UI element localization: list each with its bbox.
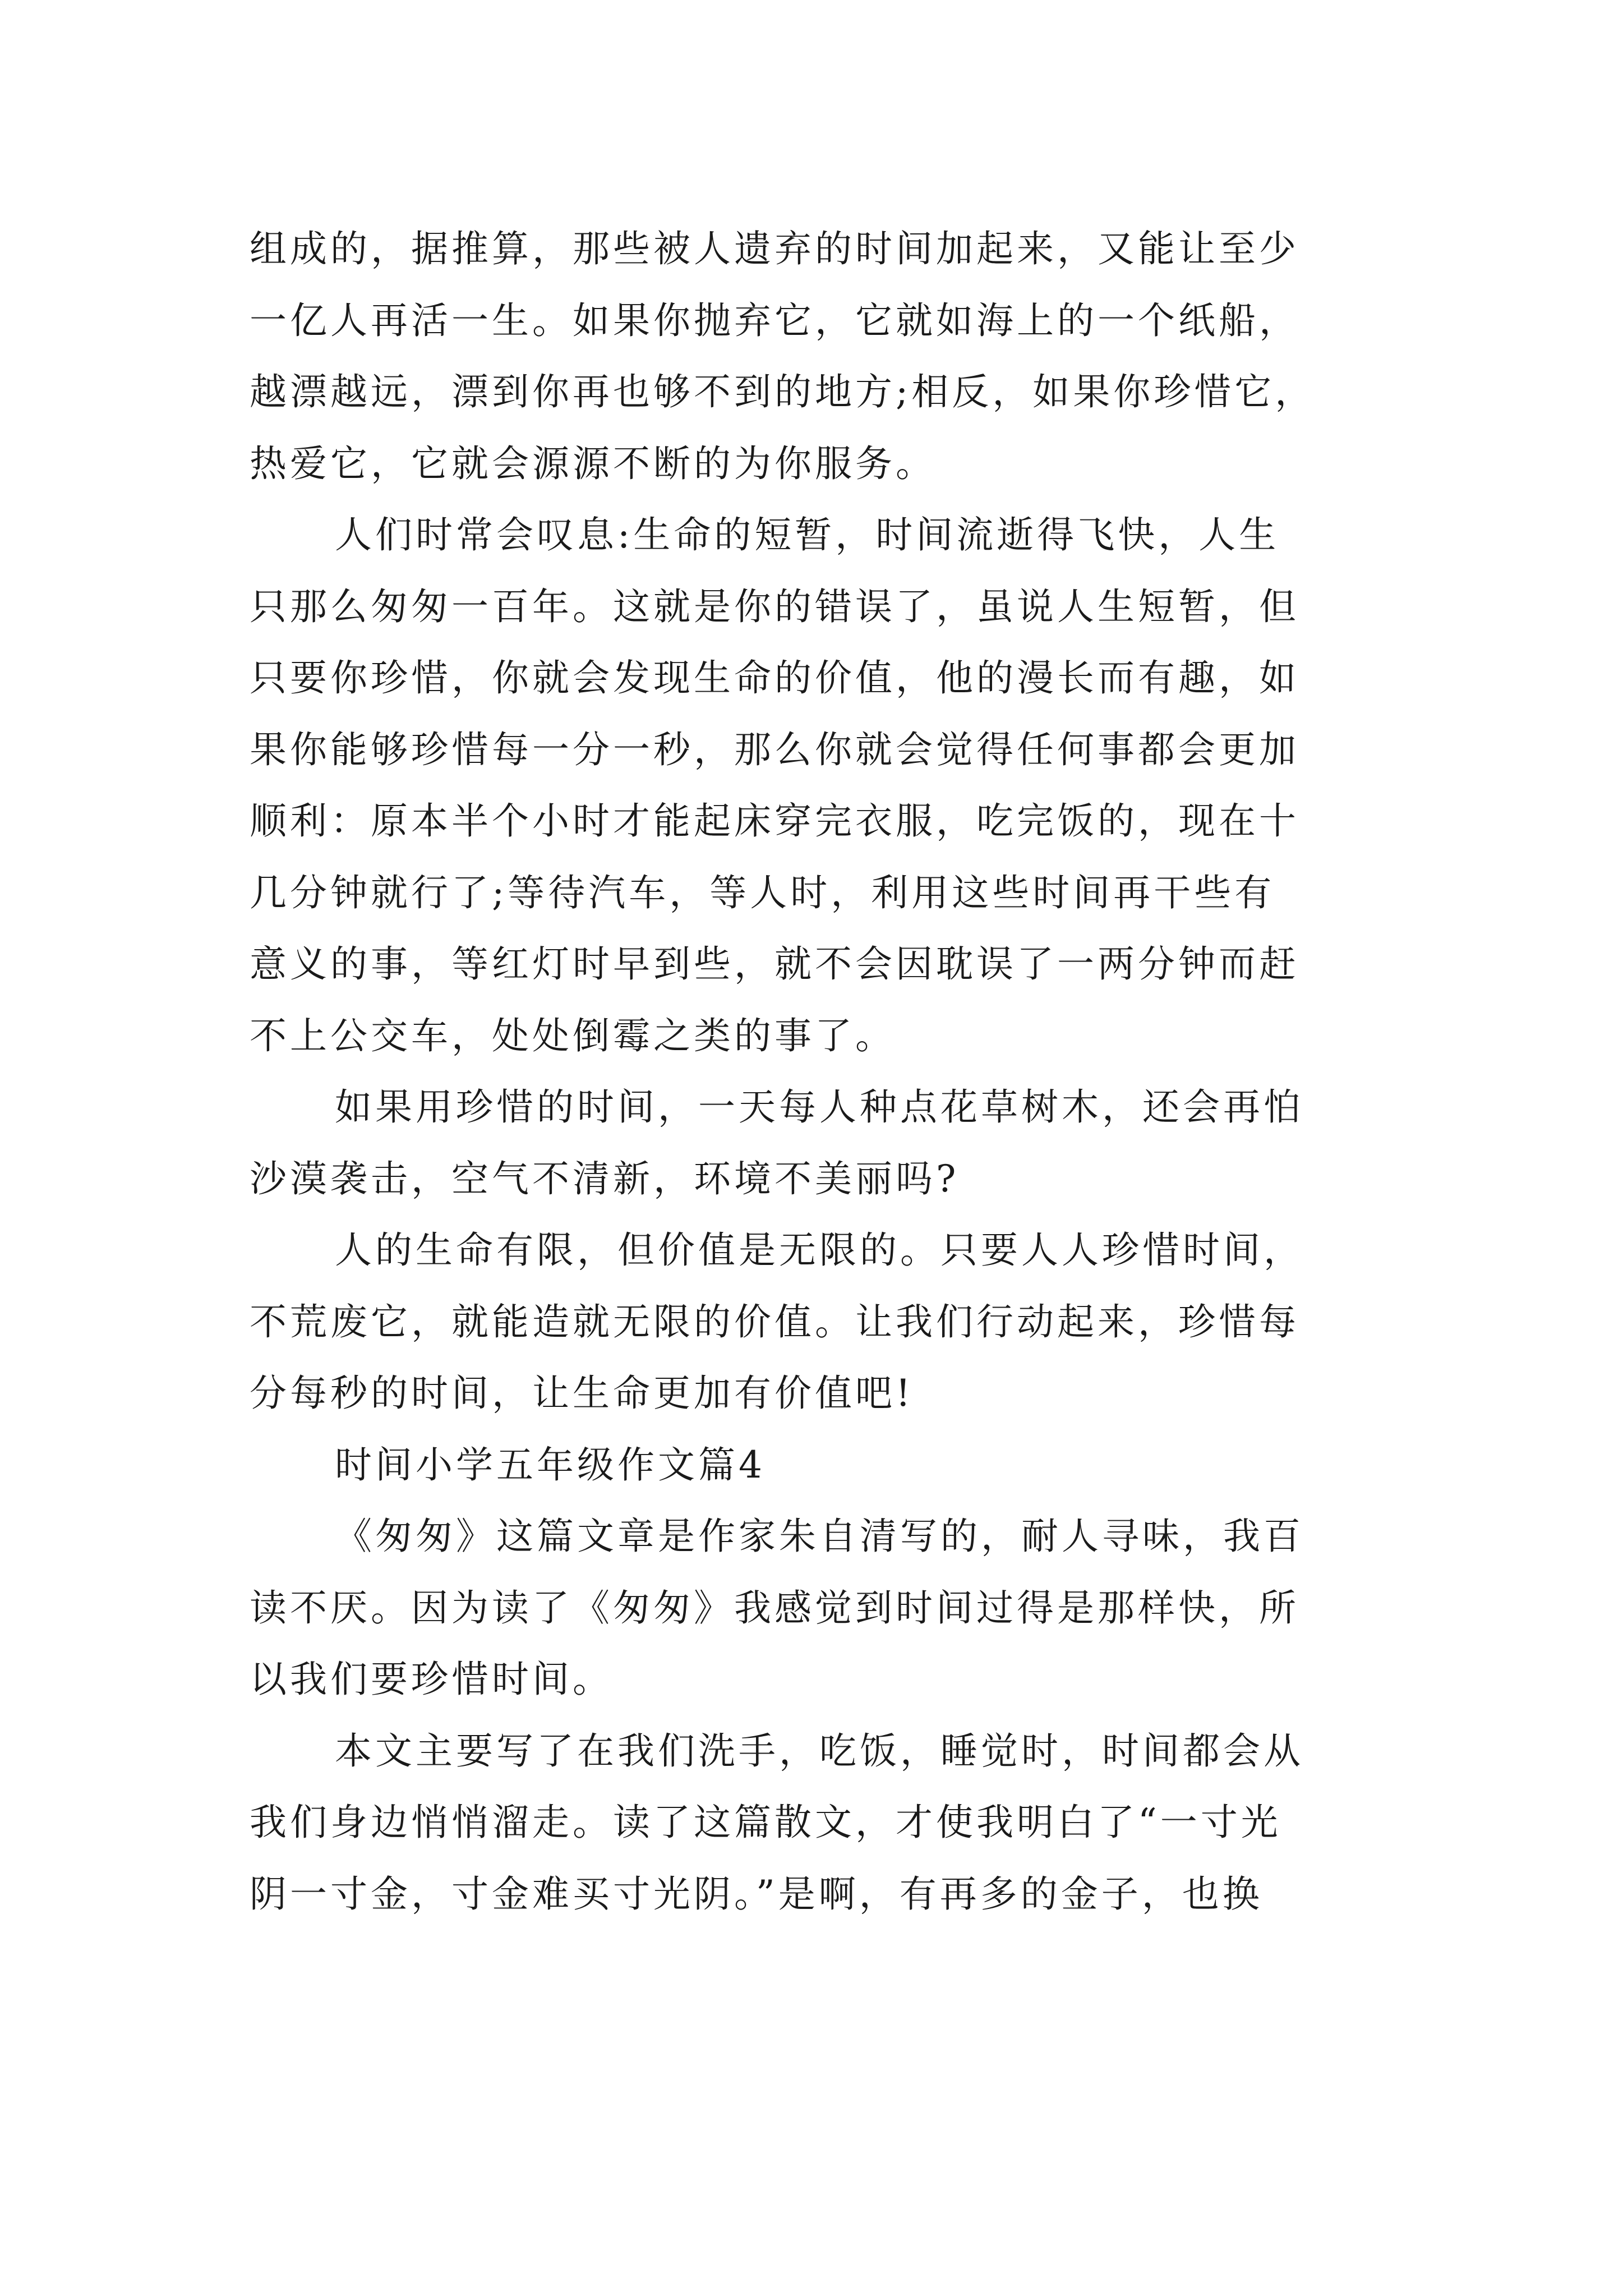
text-line: 果你能够珍惜每一分一秒，那么你就会觉得任何事都会更加	[250, 728, 1299, 771]
text-line: 意义的事，等红灯时早到些，就不会因耽误了一两分钟而赶	[250, 942, 1299, 986]
text-line: 不荒废它，就能造就无限的价值。让我们行动起来，珍惜每	[250, 1300, 1299, 1343]
text-line: 只那么匆匆一百年。这就是你的错误了，虽说人生短暂，但	[250, 585, 1299, 628]
text-line: 组成的，据推算，那些被人遗弃的时间加起来，又能让至少	[250, 227, 1299, 270]
text-line: 几分钟就行了;等待汽车，等人时，利用这些时间再干些有	[250, 871, 1275, 914]
text-line: 越漂越远，漂到你再也够不到的地方;相反，如果你珍惜它，	[250, 370, 1316, 413]
document-page	[250, 213, 1388, 1930]
text-line: 如果用珍惜的时间，一天每人种点花草树木，还会再怕	[335, 1085, 1304, 1129]
text-line: 分每秒的时间，让生命更加有价值吧!	[250, 1372, 914, 1415]
text-line: 阴一寸金，寸金难买寸光阴。”是啊，有再多的金子，也换	[250, 1872, 1263, 1916]
text-line: 我们身边悄悄溜走。读了这篇散文，才使我明白了“一寸光	[250, 1801, 1281, 1844]
text-line: 热爱它，它就会源源不断的为你服务。	[250, 441, 936, 485]
section-heading: 时间小学五年级作文篇4	[335, 1443, 766, 1487]
text-line: 本文主要写了在我们洗手，吃饭，睡觉时，时间都会从	[335, 1729, 1304, 1773]
text-line: 读不厌。因为读了《匆匆》我感觉到时间过得是那样快，所	[250, 1586, 1299, 1630]
text-line: 以我们要珍惜时间。	[250, 1658, 613, 1701]
text-line: 沙漠袭击，空气不清新，环境不美丽吗?	[250, 1157, 960, 1200]
text-line: 顺利：原本半个小时才能起床穿完衣服，吃完饭的，现在十	[250, 799, 1299, 843]
text-line: 不上公交车，处处倒霉之类的事了。	[250, 1014, 896, 1057]
text-line: 《匆匆》这篇文章是作家朱自清写的，耐人寻味，我百	[335, 1515, 1304, 1558]
text-line: 一亿人再活一生。如果你抛弃它，它就如海上的一个纸船，	[250, 298, 1299, 342]
text-line: 人们时常会叹息:生命的短暂，时间流逝得飞快，人生	[335, 513, 1280, 556]
text-line: 只要你珍惜，你就会发现生命的价值，他的漫长而有趣，如	[250, 656, 1299, 700]
text-line: 人的生命有限，但价值是无限的。只要人人珍惜时间，	[335, 1228, 1304, 1272]
